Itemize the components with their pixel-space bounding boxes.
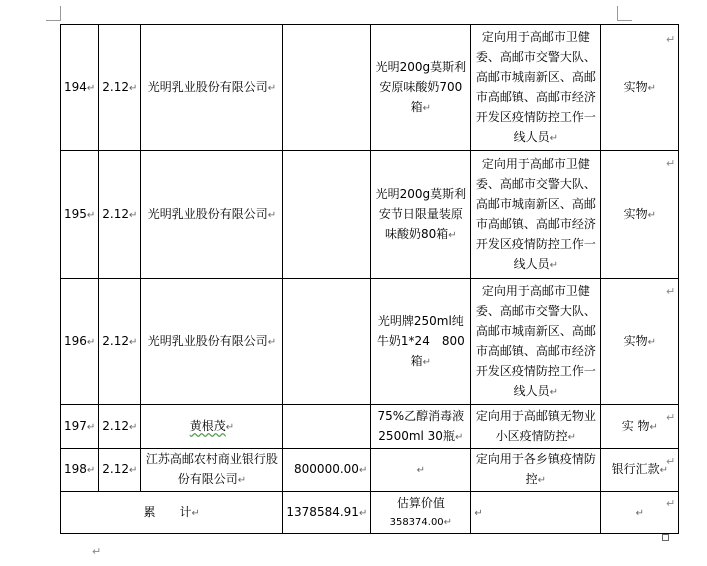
total-amount: 1378584.91↵ <box>283 492 371 534</box>
margin-corner-top-right <box>617 6 632 21</box>
row-amount <box>283 279 371 405</box>
row-donor: 黄根茂↵ <box>141 405 283 449</box>
table-row <box>61 279 679 405</box>
total-purpose-empty: ↵ <box>471 492 601 534</box>
row-purpose: 定向用于高邮市卫健委、高邮市交警大队、高邮市城南新区、高邮市高邮镇、高邮市经济开发区疫情防控工作一线人员↵ <box>471 25 601 151</box>
total-row <box>61 492 679 534</box>
row-item: 光明200g莫斯利安原味酸奶700箱↵ <box>371 25 471 151</box>
row-purpose: 定向用于各乡镇疫情防控↵ <box>471 449 601 492</box>
row-type: 实物↵ <box>601 25 679 151</box>
row-end-mark: ↵ <box>666 411 676 424</box>
row-number: 198↵ <box>61 449 99 492</box>
margin-corner-top-left <box>46 6 61 21</box>
row-date: 2.12↵ <box>99 25 141 151</box>
table-row <box>61 25 679 151</box>
row-end-mark: ↵ <box>666 497 676 510</box>
row-amount <box>283 405 371 449</box>
row-end-mark: ↵ <box>666 455 676 468</box>
table-row <box>61 449 679 492</box>
row-type: 银行汇款↵ <box>601 449 679 492</box>
row-purpose: 定向用于高邮镇无物业小区疫情防控↵ <box>471 405 601 449</box>
estimate-label: 估算价值 <box>396 495 445 510</box>
row-donor: 光明乳业股份有限公司↵ <box>141 25 283 151</box>
row-donor: 光明乳业股份有限公司↵ <box>141 151 283 279</box>
row-amount: 800000.00↵ <box>283 449 371 492</box>
total-estimate: 估算价值 358374.00↵ <box>371 492 471 534</box>
row-item: 光明牌250ml纯牛奶1*24 800箱↵ <box>371 279 471 405</box>
row-date: 2.12↵ <box>99 151 141 279</box>
row-item: 光明200g莫斯利安节日限量装原味酸奶80箱↵ <box>371 151 471 279</box>
table-resize-handle[interactable] <box>662 534 669 541</box>
paragraph-mark: ↵ <box>92 545 102 558</box>
row-purpose: 定向用于高邮市卫健委、高邮市交警大队、高邮市城南新区、高邮市高邮镇、高邮市经济开发区疫情防控工作一线人员↵ <box>471 151 601 279</box>
row-amount <box>283 151 371 279</box>
row-type: 实物↵ <box>601 279 679 405</box>
row-date: 2.12↵ <box>99 279 141 405</box>
row-item: 75%乙醇消毒液2500ml 30瓶↵ <box>371 405 471 449</box>
row-donor: 光明乳业股份有限公司↵ <box>141 279 283 405</box>
row-number: 197↵ <box>61 405 99 449</box>
row-type: 实 物↵ <box>601 405 679 449</box>
row-number: 196↵ <box>61 279 99 405</box>
table-row <box>61 151 679 279</box>
estimate-value: 358374.00 <box>389 516 444 528</box>
total-type-empty: ↵ <box>601 492 679 534</box>
row-purpose: 定向用于高邮市卫健委、高邮市交警大队、高邮市城南新区、高邮市高邮镇、高邮市经济开发区疫情防控工作一线人员↵ <box>471 279 601 405</box>
row-type: 实物↵ <box>601 151 679 279</box>
row-end-mark: ↵ <box>666 285 676 298</box>
row-date: 2.12↵ <box>99 449 141 492</box>
row-number: 195↵ <box>61 151 99 279</box>
row-amount <box>283 25 371 151</box>
row-donor: 江苏高邮农村商业银行股份有限公司↵ <box>141 449 283 492</box>
row-date: 2.12↵ <box>99 405 141 449</box>
row-end-mark: ↵ <box>666 157 676 170</box>
total-label: 累 计↵ <box>61 492 283 534</box>
row-end-mark: ↵ <box>666 33 676 46</box>
row-number: 194↵ <box>61 25 99 151</box>
donation-table <box>60 24 679 534</box>
table-row <box>61 405 679 449</box>
row-item: ↵ <box>371 449 471 492</box>
